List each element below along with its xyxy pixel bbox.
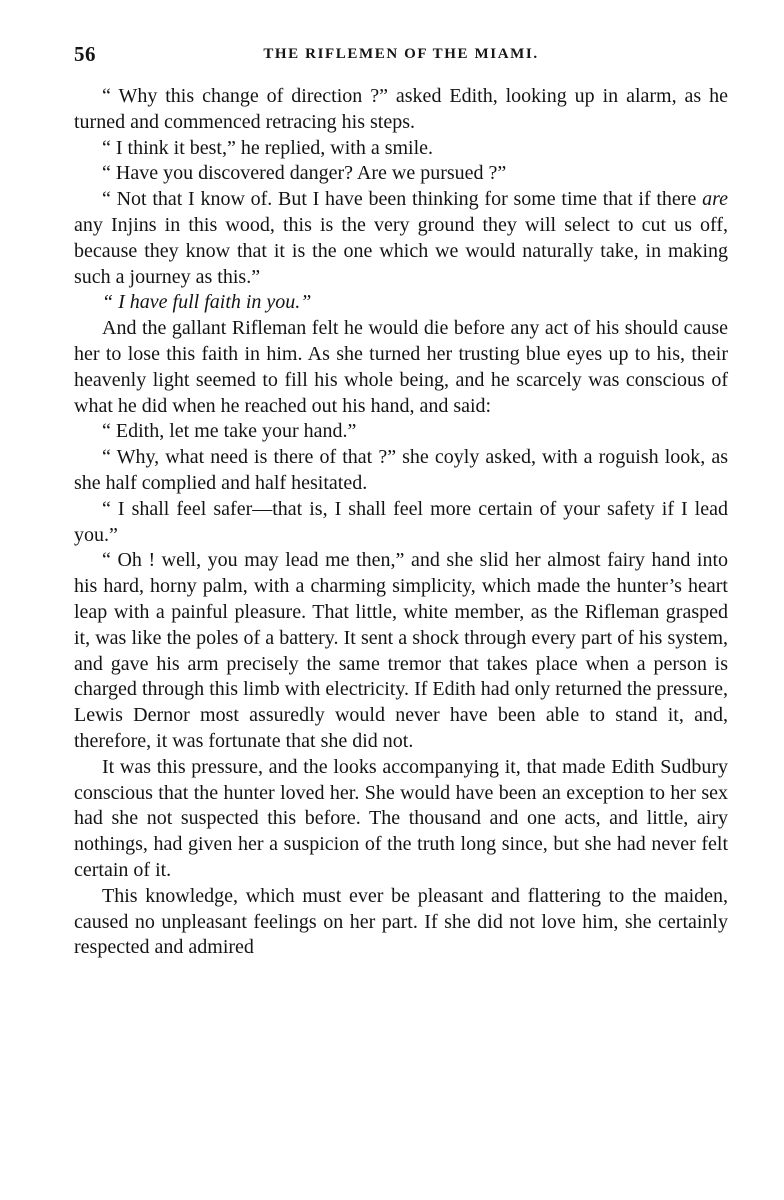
- page-header: [74, 42, 728, 70]
- body-text: [74, 84, 728, 961]
- paragraph: This knowledge, which must ever be pleasant and flattering to the maiden, caused no unpleasant feelings on her part. If she did not love him, she certainly respected and admired: [74, 884, 728, 959]
- running-title: THE RIFLEMEN OF THE MIAMI.: [263, 46, 539, 62]
- italic-paragraph: “ I have full faith in you.”: [102, 291, 312, 314]
- emphasis-text: are: [702, 188, 728, 211]
- paragraph: “ Have you discovered danger? Are we pursued ?”: [102, 162, 507, 185]
- paragraph: And the gallant Rifleman felt he would die before any act of his should cause her to lose this faith in him. As she turned her trusting blue eyes up to his, their heavenly light seemed to fill his whole being, and he scarcely was conscious of what he did when he reached out his hand, and said:: [74, 317, 728, 417]
- paragraph: It was this pressure, and the looks accompanying it, that made Edith Sudbury conscious that the hunter loved her. She would have been an exception to her sex had she not suspected this before. The thousand and one acts, and little, airy nothings, had given her a suspicion of the truth long since, but she had never felt certain of it.: [74, 755, 728, 881]
- paragraph: [74, 187, 728, 290]
- paragraph-text: any Injins in this wood, this is the very ground they will select to cut us off, because they know that it is the one which we would naturally take, in making such a journey as this.”: [74, 213, 728, 288]
- paragraph: “ I shall feel safer—that is, I shall feel more certain of your safety if I lead you.”: [74, 497, 728, 546]
- paragraph: “ I think it best,” he replied, with a smile.: [102, 136, 434, 159]
- paragraph: “ Why this change of direction ?” asked Edith, looking up in alarm, as he turned and commenced retracing his steps.: [74, 85, 728, 133]
- page-number: 56: [74, 42, 96, 66]
- paragraph: “ Oh ! well, you may lead me then,” and she slid her almost fairy hand into his hard, horny palm, with a charming simplicity, which made the hunter’s heart leap with a painful pleasure. That little, white member, as the Rifleman grasped it, was like the poles of a battery. It sent a shock through every part of his system, and gave his arm precisely the same tremor that takes place when a person is charged through this limb with electricity. If Edith had only returned the pressure, Lewis Dernor most assuredly would never have been able to stand it, and, therefore, it was fortunate that she did not.: [74, 549, 728, 752]
- paragraph-text: “ Not that I know of. But I have been thinking for some time that if there: [102, 188, 703, 211]
- paragraph: “ Edith, let me take your hand.”: [102, 420, 357, 443]
- paragraph: “ Why, what need is there of that ?” she coyly asked, with a roguish look, as she half complied and half hesitated.: [74, 446, 728, 494]
- book-page: [74, 42, 728, 961]
